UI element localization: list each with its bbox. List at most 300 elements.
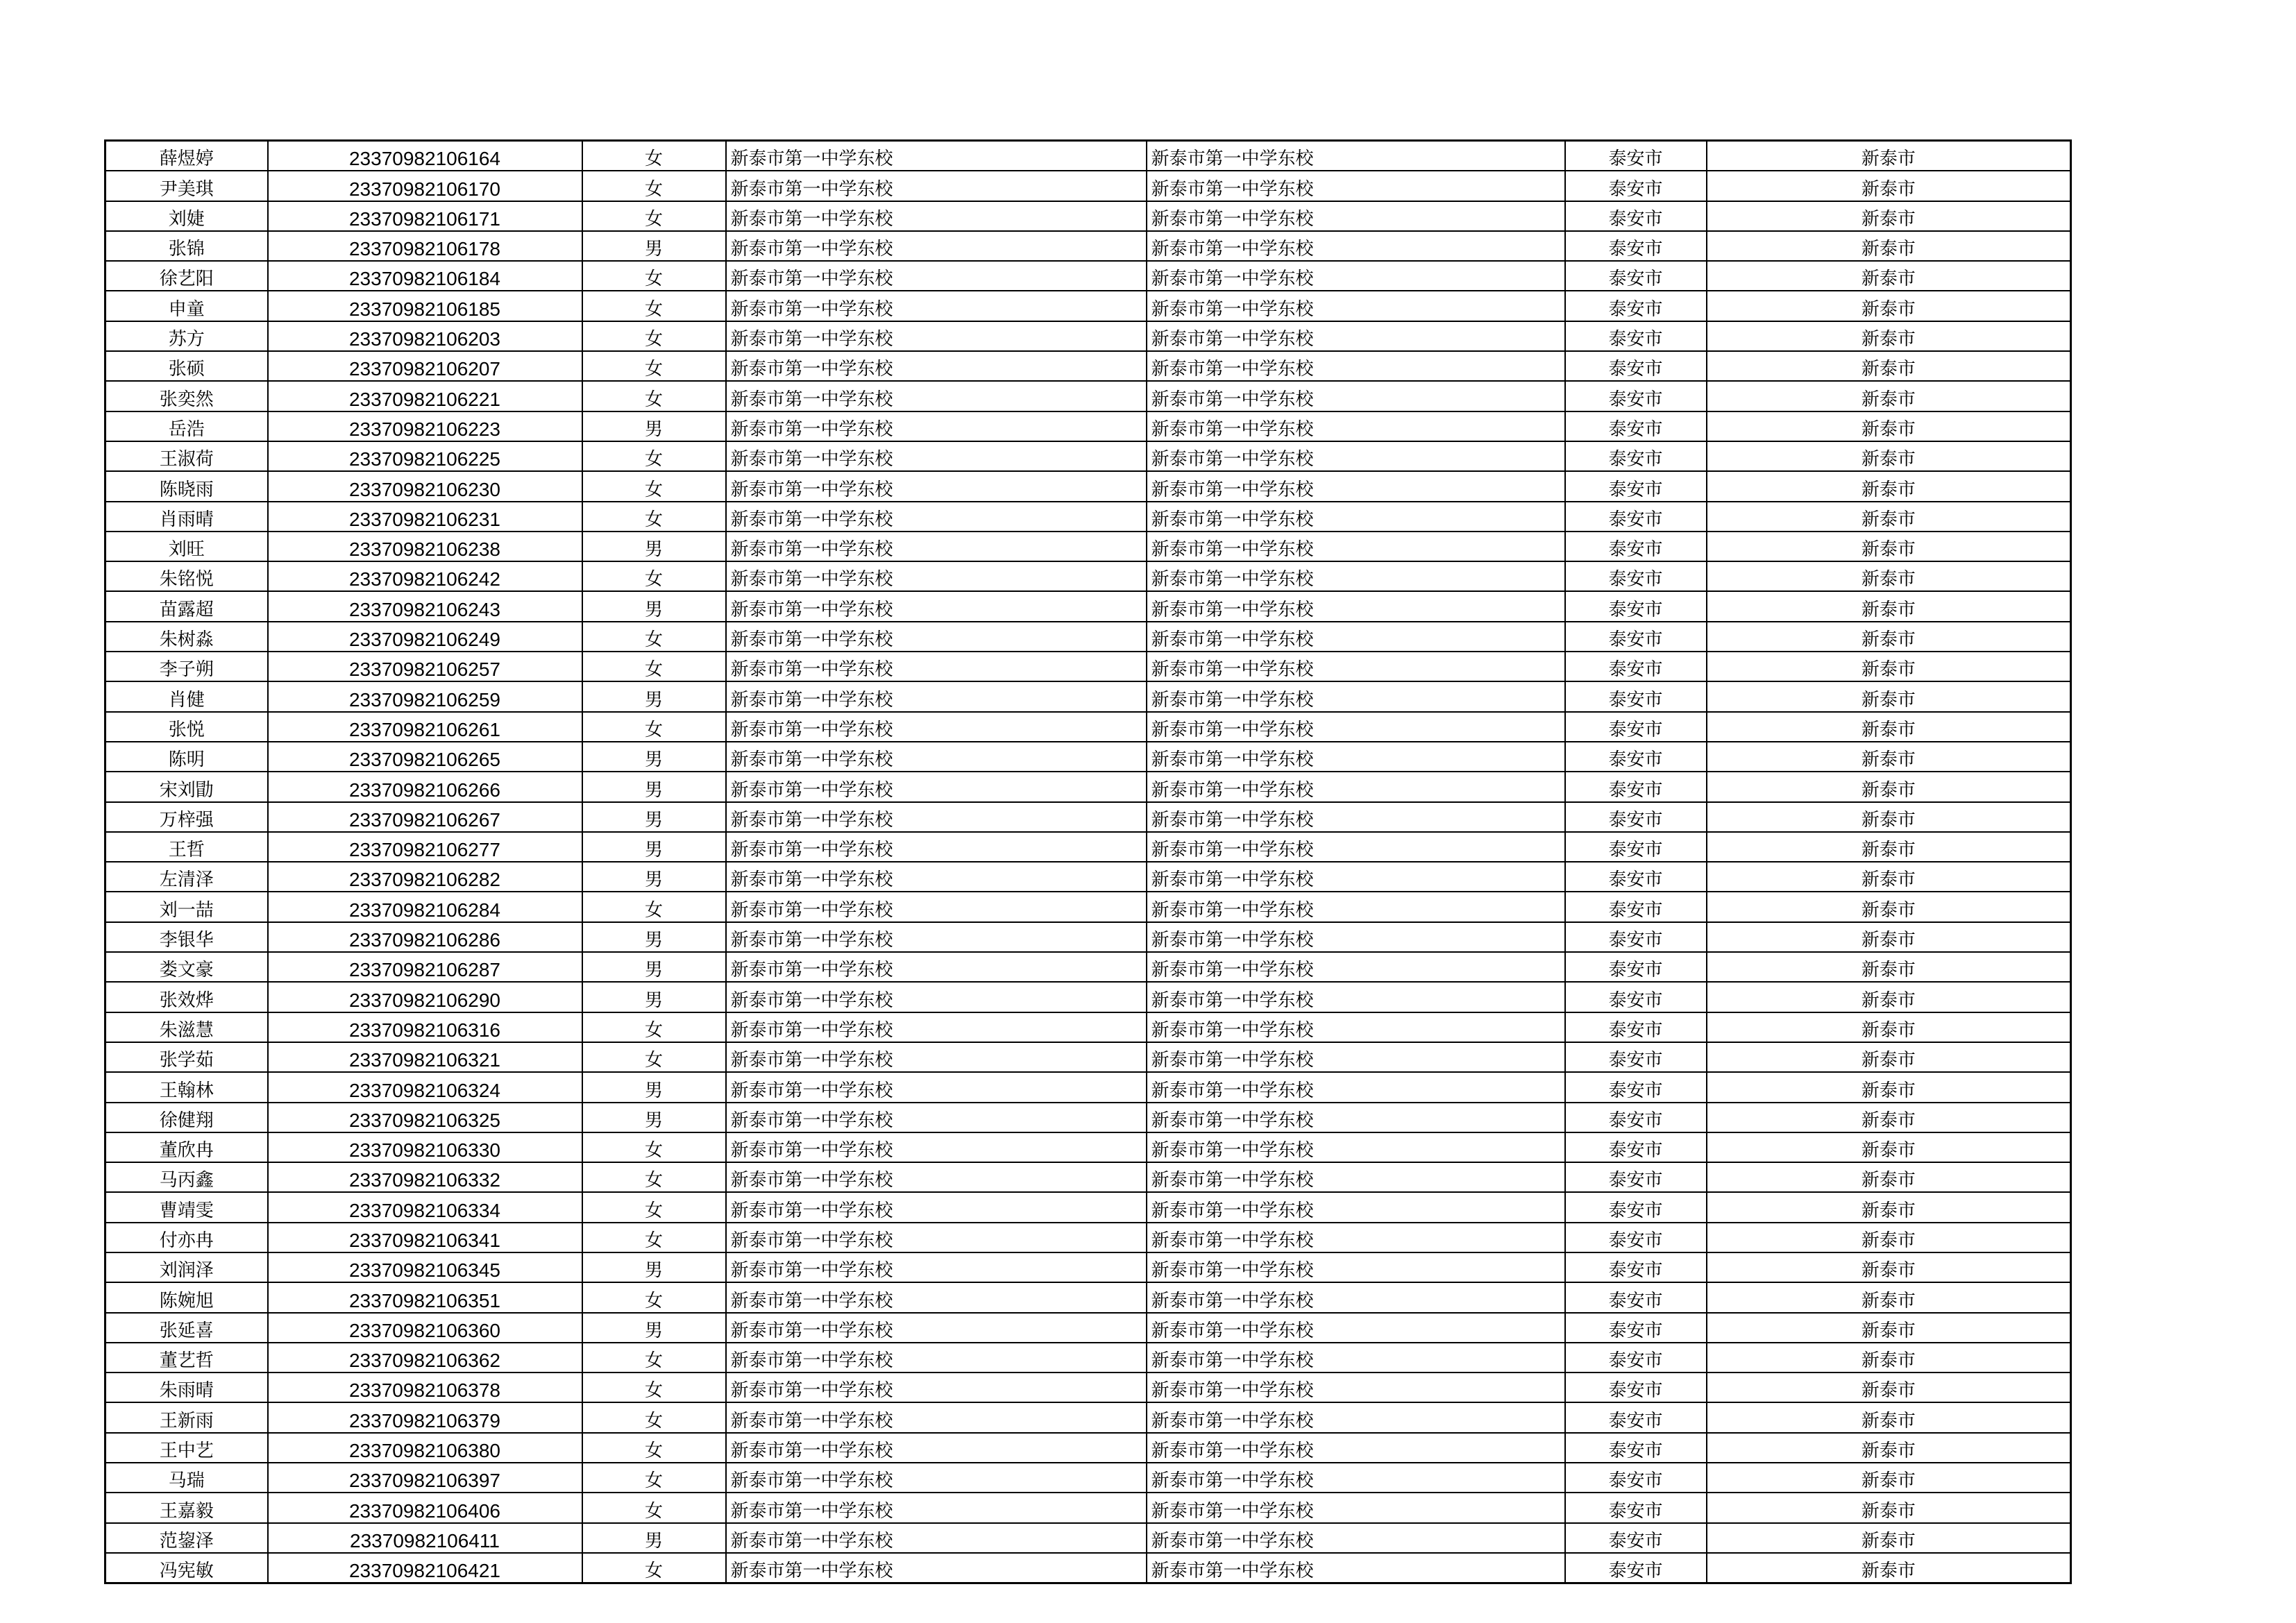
- school-cell: 新泰市第一中学东校: [726, 1162, 1147, 1192]
- gender-cell: 男: [582, 1072, 726, 1102]
- table-row: [105, 802, 2071, 832]
- school-cell: 新泰市第一中学东校: [726, 1103, 1147, 1132]
- table-row: [105, 171, 2071, 201]
- enrolled-school-cell: 新泰市第一中学东校: [1147, 1223, 1565, 1252]
- table-row: [105, 681, 2071, 711]
- student-name-cell: 肖雨晴: [105, 502, 268, 532]
- enrolled-school-cell: 新泰市第一中学东校: [1147, 1072, 1565, 1102]
- exam-number-cell: 23370982106325: [268, 1103, 582, 1132]
- student-name-cell: 付亦冉: [105, 1223, 268, 1252]
- student-name-cell: 陈明: [105, 742, 268, 772]
- county-cell: 新泰市: [1707, 351, 2071, 381]
- exam-number-cell: 23370982106178: [268, 231, 582, 261]
- exam-number-cell: 23370982106411: [268, 1523, 582, 1553]
- enrolled-school-cell: 新泰市第一中学东校: [1147, 201, 1565, 231]
- school-cell: 新泰市第一中学东校: [726, 1012, 1147, 1042]
- table-row: [105, 922, 2071, 952]
- exam-number-cell: 23370982106330: [268, 1132, 582, 1162]
- table-row: [105, 862, 2071, 892]
- city-cell: 泰安市: [1565, 1132, 1707, 1162]
- school-cell: 新泰市第一中学东校: [726, 1252, 1147, 1282]
- city-cell: 泰安市: [1565, 622, 1707, 652]
- student-name-cell: 宋刘勖: [105, 772, 268, 801]
- school-cell: 新泰市第一中学东校: [726, 802, 1147, 832]
- county-cell: 新泰市: [1707, 742, 2071, 772]
- exam-number-cell: 23370982106249: [268, 622, 582, 652]
- student-name-cell: 张悦: [105, 712, 268, 742]
- county-cell: 新泰市: [1707, 1162, 2071, 1192]
- school-cell: 新泰市第一中学东校: [726, 411, 1147, 441]
- enrolled-school-cell: 新泰市第一中学东校: [1147, 772, 1565, 801]
- county-cell: 新泰市: [1707, 231, 2071, 261]
- gender-cell: 女: [582, 141, 726, 171]
- city-cell: 泰安市: [1565, 772, 1707, 801]
- city-cell: 泰安市: [1565, 441, 1707, 471]
- student-name-cell: 刘一喆: [105, 892, 268, 921]
- enrolled-school-cell: 新泰市第一中学东校: [1147, 802, 1565, 832]
- gender-cell: 男: [582, 802, 726, 832]
- table-row: [105, 1103, 2071, 1132]
- student-name-cell: 朱雨晴: [105, 1373, 268, 1402]
- gender-cell: 女: [582, 321, 726, 351]
- exam-number-cell: 23370982106257: [268, 652, 582, 681]
- gender-cell: 女: [582, 1282, 726, 1312]
- exam-number-cell: 23370982106164: [268, 141, 582, 171]
- school-cell: 新泰市第一中学东校: [726, 441, 1147, 471]
- table-body: [105, 141, 2071, 1583]
- student-name-cell: 曹靖雯: [105, 1192, 268, 1222]
- gender-cell: 男: [582, 952, 726, 982]
- exam-number-cell: 23370982106238: [268, 532, 582, 561]
- exam-number-cell: 23370982106284: [268, 892, 582, 921]
- student-name-cell: 娄文豪: [105, 952, 268, 982]
- table-row: [105, 772, 2071, 801]
- gender-cell: 男: [582, 1103, 726, 1132]
- city-cell: 泰安市: [1565, 502, 1707, 532]
- exam-number-cell: 23370982106287: [268, 952, 582, 982]
- county-cell: 新泰市: [1707, 1192, 2071, 1222]
- table-row: [105, 1072, 2071, 1102]
- school-cell: 新泰市第一中学东校: [726, 1553, 1147, 1583]
- exam-number-cell: 23370982106221: [268, 381, 582, 411]
- student-name-cell: 刘旺: [105, 532, 268, 561]
- gender-cell: 女: [582, 622, 726, 652]
- city-cell: 泰安市: [1565, 561, 1707, 591]
- exam-number-cell: 23370982106334: [268, 1192, 582, 1222]
- table-row: [105, 832, 2071, 862]
- school-cell: 新泰市第一中学东校: [726, 532, 1147, 561]
- city-cell: 泰安市: [1565, 1433, 1707, 1463]
- exam-number-cell: 23370982106185: [268, 291, 582, 321]
- table-row: [105, 652, 2071, 681]
- enrolled-school-cell: 新泰市第一中学东校: [1147, 1103, 1565, 1132]
- city-cell: 泰安市: [1565, 892, 1707, 921]
- school-cell: 新泰市第一中学东校: [726, 381, 1147, 411]
- gender-cell: 男: [582, 982, 726, 1012]
- school-cell: 新泰市第一中学东校: [726, 892, 1147, 921]
- gender-cell: 女: [582, 1402, 726, 1432]
- school-cell: 新泰市第一中学东校: [726, 982, 1147, 1012]
- county-cell: 新泰市: [1707, 772, 2071, 801]
- gender-cell: 女: [582, 1223, 726, 1252]
- exam-number-cell: 23370982106378: [268, 1373, 582, 1402]
- city-cell: 泰安市: [1565, 1162, 1707, 1192]
- county-cell: 新泰市: [1707, 1553, 2071, 1583]
- school-cell: 新泰市第一中学东校: [726, 652, 1147, 681]
- county-cell: 新泰市: [1707, 1223, 2071, 1252]
- city-cell: 泰安市: [1565, 1313, 1707, 1343]
- table-row: [105, 561, 2071, 591]
- school-cell: 新泰市第一中学东校: [726, 862, 1147, 892]
- city-cell: 泰安市: [1565, 1252, 1707, 1282]
- county-cell: 新泰市: [1707, 441, 2071, 471]
- table-row: [105, 591, 2071, 621]
- gender-cell: 女: [582, 1132, 726, 1162]
- exam-number-cell: 23370982106207: [268, 351, 582, 381]
- school-cell: 新泰市第一中学东校: [726, 832, 1147, 862]
- student-name-cell: 苗露超: [105, 591, 268, 621]
- city-cell: 泰安市: [1565, 832, 1707, 862]
- enrolled-school-cell: 新泰市第一中学东校: [1147, 1553, 1565, 1583]
- school-cell: 新泰市第一中学东校: [726, 1463, 1147, 1493]
- student-name-cell: 张锦: [105, 231, 268, 261]
- enrolled-school-cell: 新泰市第一中学东校: [1147, 1132, 1565, 1162]
- city-cell: 泰安市: [1565, 231, 1707, 261]
- county-cell: 新泰市: [1707, 291, 2071, 321]
- student-name-cell: 左清泽: [105, 862, 268, 892]
- student-name-cell: 陈婉旭: [105, 1282, 268, 1312]
- table-row: [105, 712, 2071, 742]
- school-cell: 新泰市第一中学东校: [726, 1343, 1147, 1373]
- student-name-cell: 张学茹: [105, 1042, 268, 1072]
- table-row: [105, 1463, 2071, 1493]
- school-cell: 新泰市第一中学东校: [726, 261, 1147, 291]
- exam-number-cell: 23370982106231: [268, 502, 582, 532]
- enrolled-school-cell: 新泰市第一中学东校: [1147, 141, 1565, 171]
- student-name-cell: 岳浩: [105, 411, 268, 441]
- school-cell: 新泰市第一中学东校: [726, 141, 1147, 171]
- city-cell: 泰安市: [1565, 321, 1707, 351]
- city-cell: 泰安市: [1565, 862, 1707, 892]
- enrolled-school-cell: 新泰市第一中学东校: [1147, 652, 1565, 681]
- table-row: [105, 201, 2071, 231]
- table-row: [105, 441, 2071, 471]
- county-cell: 新泰市: [1707, 1313, 2071, 1343]
- gender-cell: 女: [582, 171, 726, 201]
- county-cell: 新泰市: [1707, 1433, 2071, 1463]
- county-cell: 新泰市: [1707, 1523, 2071, 1553]
- city-cell: 泰安市: [1565, 471, 1707, 501]
- exam-number-cell: 23370982106266: [268, 772, 582, 801]
- table-row: [105, 321, 2071, 351]
- table-row: [105, 351, 2071, 381]
- enrolled-school-cell: 新泰市第一中学东校: [1147, 441, 1565, 471]
- gender-cell: 男: [582, 742, 726, 772]
- student-name-cell: 李银华: [105, 922, 268, 952]
- exam-number-cell: 23370982106170: [268, 171, 582, 201]
- exam-number-cell: 23370982106277: [268, 832, 582, 862]
- student-name-cell: 朱铭悦: [105, 561, 268, 591]
- enrolled-school-cell: 新泰市第一中学东校: [1147, 742, 1565, 772]
- enrolled-school-cell: 新泰市第一中学东校: [1147, 622, 1565, 652]
- exam-number-cell: 23370982106282: [268, 862, 582, 892]
- table-row: [105, 742, 2071, 772]
- gender-cell: 男: [582, 591, 726, 621]
- enrolled-school-cell: 新泰市第一中学东校: [1147, 1433, 1565, 1463]
- school-cell: 新泰市第一中学东校: [726, 591, 1147, 621]
- city-cell: 泰安市: [1565, 171, 1707, 201]
- student-name-cell: 薛煜婷: [105, 141, 268, 171]
- exam-number-cell: 23370982106341: [268, 1223, 582, 1252]
- table-row: [105, 1343, 2071, 1373]
- county-cell: 新泰市: [1707, 802, 2071, 832]
- exam-number-cell: 23370982106362: [268, 1343, 582, 1373]
- table-row: [105, 291, 2071, 321]
- enrolled-school-cell: 新泰市第一中学东校: [1147, 681, 1565, 711]
- student-name-cell: 朱滋慧: [105, 1012, 268, 1042]
- enrolled-school-cell: 新泰市第一中学东校: [1147, 1402, 1565, 1432]
- student-name-cell: 王淑荷: [105, 441, 268, 471]
- enrolled-school-cell: 新泰市第一中学东校: [1147, 1042, 1565, 1072]
- county-cell: 新泰市: [1707, 1463, 2071, 1493]
- exam-number-cell: 23370982106223: [268, 411, 582, 441]
- enrolled-school-cell: 新泰市第一中学东校: [1147, 1313, 1565, 1343]
- student-name-cell: 申童: [105, 291, 268, 321]
- student-name-cell: 马丙鑫: [105, 1162, 268, 1192]
- county-cell: 新泰市: [1707, 1493, 2071, 1522]
- enrolled-school-cell: 新泰市第一中学东校: [1147, 231, 1565, 261]
- school-cell: 新泰市第一中学东校: [726, 1132, 1147, 1162]
- table-row: [105, 261, 2071, 291]
- table-row: [105, 622, 2071, 652]
- enrolled-school-cell: 新泰市第一中学东校: [1147, 1343, 1565, 1373]
- table-row: [105, 141, 2071, 171]
- enrolled-school-cell: 新泰市第一中学东校: [1147, 1523, 1565, 1553]
- school-cell: 新泰市第一中学东校: [726, 321, 1147, 351]
- city-cell: 泰安市: [1565, 381, 1707, 411]
- gender-cell: 女: [582, 502, 726, 532]
- enrolled-school-cell: 新泰市第一中学东校: [1147, 471, 1565, 501]
- enrolled-school-cell: 新泰市第一中学东校: [1147, 321, 1565, 351]
- city-cell: 泰安市: [1565, 952, 1707, 982]
- exam-number-cell: 23370982106267: [268, 802, 582, 832]
- exam-number-cell: 23370982106316: [268, 1012, 582, 1042]
- table-row: [105, 1493, 2071, 1522]
- exam-number-cell: 23370982106184: [268, 261, 582, 291]
- city-cell: 泰安市: [1565, 802, 1707, 832]
- student-name-cell: 刘婕: [105, 201, 268, 231]
- gender-cell: 女: [582, 441, 726, 471]
- table-row: [105, 532, 2071, 561]
- table-row: [105, 1313, 2071, 1343]
- city-cell: 泰安市: [1565, 532, 1707, 561]
- student-name-cell: 王翰林: [105, 1072, 268, 1102]
- enrolled-school-cell: 新泰市第一中学东校: [1147, 712, 1565, 742]
- gender-cell: 女: [582, 261, 726, 291]
- table-row: [105, 1373, 2071, 1402]
- student-name-cell: 王中艺: [105, 1433, 268, 1463]
- exam-number-cell: 23370982106242: [268, 561, 582, 591]
- county-cell: 新泰市: [1707, 952, 2071, 982]
- gender-cell: 女: [582, 712, 726, 742]
- gender-cell: 女: [582, 1433, 726, 1463]
- table-row: [105, 1012, 2071, 1042]
- county-cell: 新泰市: [1707, 411, 2071, 441]
- gender-cell: 女: [582, 892, 726, 921]
- school-cell: 新泰市第一中学东校: [726, 471, 1147, 501]
- gender-cell: 女: [582, 1042, 726, 1072]
- student-name-cell: 尹美琪: [105, 171, 268, 201]
- student-name-cell: 朱树淼: [105, 622, 268, 652]
- exam-number-cell: 23370982106171: [268, 201, 582, 231]
- school-cell: 新泰市第一中学东校: [726, 171, 1147, 201]
- table-row: [105, 982, 2071, 1012]
- school-cell: 新泰市第一中学东校: [726, 291, 1147, 321]
- city-cell: 泰安市: [1565, 411, 1707, 441]
- county-cell: 新泰市: [1707, 471, 2071, 501]
- gender-cell: 女: [582, 1553, 726, 1583]
- school-cell: 新泰市第一中学东校: [726, 1433, 1147, 1463]
- student-name-cell: 苏方: [105, 321, 268, 351]
- gender-cell: 女: [582, 1493, 726, 1522]
- enrolled-school-cell: 新泰市第一中学东校: [1147, 1162, 1565, 1192]
- table-row: [105, 502, 2071, 532]
- exam-number-cell: 23370982106286: [268, 922, 582, 952]
- student-name-cell: 马瑞: [105, 1463, 268, 1493]
- city-cell: 泰安市: [1565, 1493, 1707, 1522]
- city-cell: 泰安市: [1565, 1192, 1707, 1222]
- table-row: [105, 1042, 2071, 1072]
- exam-number-cell: 23370982106259: [268, 681, 582, 711]
- student-name-cell: 董艺哲: [105, 1343, 268, 1373]
- enrolled-school-cell: 新泰市第一中学东校: [1147, 832, 1565, 862]
- enrolled-school-cell: 新泰市第一中学东校: [1147, 1282, 1565, 1312]
- county-cell: 新泰市: [1707, 1402, 2071, 1432]
- student-name-cell: 冯宪敏: [105, 1553, 268, 1583]
- school-cell: 新泰市第一中学东校: [726, 1402, 1147, 1432]
- enrolled-school-cell: 新泰市第一中学东校: [1147, 952, 1565, 982]
- exam-number-cell: 23370982106321: [268, 1042, 582, 1072]
- student-name-cell: 刘润泽: [105, 1252, 268, 1282]
- county-cell: 新泰市: [1707, 1103, 2071, 1132]
- table-row: [105, 1223, 2071, 1252]
- student-name-cell: 王新雨: [105, 1402, 268, 1432]
- city-cell: 泰安市: [1565, 1223, 1707, 1252]
- enrolled-school-cell: 新泰市第一中学东校: [1147, 1493, 1565, 1522]
- city-cell: 泰安市: [1565, 652, 1707, 681]
- table-row: [105, 892, 2071, 921]
- exam-number-cell: 23370982106261: [268, 712, 582, 742]
- enrolled-school-cell: 新泰市第一中学东校: [1147, 1373, 1565, 1402]
- city-cell: 泰安市: [1565, 201, 1707, 231]
- school-cell: 新泰市第一中学东校: [726, 1313, 1147, 1343]
- county-cell: 新泰市: [1707, 261, 2071, 291]
- gender-cell: 男: [582, 231, 726, 261]
- city-cell: 泰安市: [1565, 1103, 1707, 1132]
- exam-number-cell: 23370982106203: [268, 321, 582, 351]
- student-name-cell: 万梓强: [105, 802, 268, 832]
- county-cell: 新泰市: [1707, 321, 2071, 351]
- enrolled-school-cell: 新泰市第一中学东校: [1147, 502, 1565, 532]
- city-cell: 泰安市: [1565, 1042, 1707, 1072]
- table-row: [105, 952, 2071, 982]
- county-cell: 新泰市: [1707, 1282, 2071, 1312]
- enrolled-school-cell: 新泰市第一中学东校: [1147, 1463, 1565, 1493]
- city-cell: 泰安市: [1565, 982, 1707, 1012]
- exam-number-cell: 23370982106379: [268, 1402, 582, 1432]
- table-row: [105, 1402, 2071, 1432]
- county-cell: 新泰市: [1707, 622, 2071, 652]
- exam-number-cell: 23370982106345: [268, 1252, 582, 1282]
- enrolled-school-cell: 新泰市第一中学东校: [1147, 862, 1565, 892]
- gender-cell: 女: [582, 471, 726, 501]
- exam-number-cell: 23370982106421: [268, 1553, 582, 1583]
- city-cell: 泰安市: [1565, 1072, 1707, 1102]
- school-cell: 新泰市第一中学东校: [726, 231, 1147, 261]
- enrolled-school-cell: 新泰市第一中学东校: [1147, 411, 1565, 441]
- school-cell: 新泰市第一中学东校: [726, 681, 1147, 711]
- gender-cell: 男: [582, 1252, 726, 1282]
- county-cell: 新泰市: [1707, 591, 2071, 621]
- enrolled-school-cell: 新泰市第一中学东校: [1147, 532, 1565, 561]
- gender-cell: 女: [582, 1162, 726, 1192]
- city-cell: 泰安市: [1565, 712, 1707, 742]
- enrolled-school-cell: 新泰市第一中学东校: [1147, 291, 1565, 321]
- student-name-cell: 李子朔: [105, 652, 268, 681]
- student-name-cell: 张奕然: [105, 381, 268, 411]
- exam-number-cell: 23370982106225: [268, 441, 582, 471]
- table-row: [105, 1132, 2071, 1162]
- exam-number-cell: 23370982106397: [268, 1463, 582, 1493]
- table-row: [105, 231, 2071, 261]
- county-cell: 新泰市: [1707, 862, 2071, 892]
- school-cell: 新泰市第一中学东校: [726, 1192, 1147, 1222]
- gender-cell: 男: [582, 832, 726, 862]
- exam-number-cell: 23370982106290: [268, 982, 582, 1012]
- school-cell: 新泰市第一中学东校: [726, 952, 1147, 982]
- enrolled-school-cell: 新泰市第一中学东校: [1147, 892, 1565, 921]
- county-cell: 新泰市: [1707, 712, 2071, 742]
- gender-cell: 男: [582, 772, 726, 801]
- gender-cell: 男: [582, 532, 726, 561]
- exam-number-cell: 23370982106332: [268, 1162, 582, 1192]
- school-cell: 新泰市第一中学东校: [726, 1072, 1147, 1102]
- table-row: [105, 1282, 2071, 1312]
- county-cell: 新泰市: [1707, 1132, 2071, 1162]
- school-cell: 新泰市第一中学东校: [726, 1493, 1147, 1522]
- gender-cell: 女: [582, 351, 726, 381]
- gender-cell: 女: [582, 1012, 726, 1042]
- table-row: [105, 1433, 2071, 1463]
- exam-number-cell: 23370982106380: [268, 1433, 582, 1463]
- gender-cell: 男: [582, 681, 726, 711]
- school-cell: 新泰市第一中学东校: [726, 1373, 1147, 1402]
- school-cell: 新泰市第一中学东校: [726, 622, 1147, 652]
- exam-number-cell: 23370982106265: [268, 742, 582, 772]
- exam-number-cell: 23370982106230: [268, 471, 582, 501]
- school-cell: 新泰市第一中学东校: [726, 772, 1147, 801]
- county-cell: 新泰市: [1707, 1252, 2071, 1282]
- county-cell: 新泰市: [1707, 982, 2071, 1012]
- gender-cell: 女: [582, 1343, 726, 1373]
- school-cell: 新泰市第一中学东校: [726, 561, 1147, 591]
- city-cell: 泰安市: [1565, 742, 1707, 772]
- county-cell: 新泰市: [1707, 561, 2071, 591]
- table-row: [105, 1192, 2071, 1222]
- city-cell: 泰安市: [1565, 681, 1707, 711]
- school-cell: 新泰市第一中学东校: [726, 1523, 1147, 1553]
- exam-number-cell: 23370982106324: [268, 1072, 582, 1102]
